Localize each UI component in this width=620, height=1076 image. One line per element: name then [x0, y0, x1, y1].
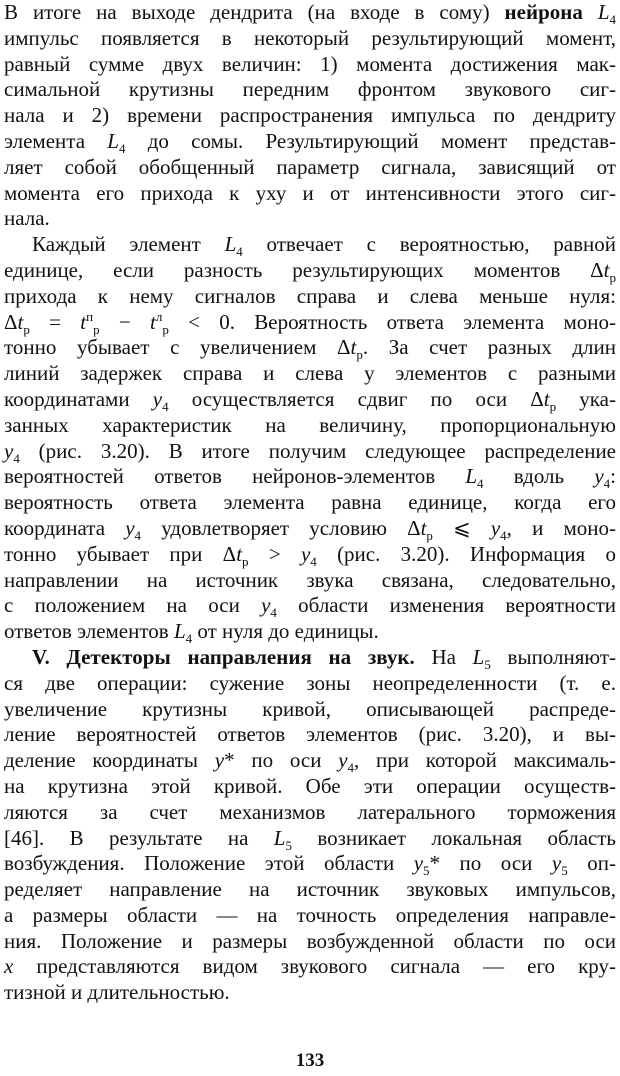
- text-line: импульс появляется в некоторый результирующий момент,: [4, 25, 616, 50]
- text-line: $y_4$ (рис. 3.20). В итоге получим следующее распределение: [4, 438, 616, 466]
- paragraph: [4, 645, 616, 1006]
- text-line: ния. Положение и размеры возбужденной области по оси: [4, 928, 616, 953]
- text-line: ление вероятностей ответов элементов (рис. 3.20), и вы-: [4, 722, 616, 747]
- text-line: V. Детекторы направления на звук. На $L_5$ выполняют-: [32, 644, 616, 673]
- text-line: вероятностей ответов нейронов-элементов $L_4$ вдоль $y_4$:: [4, 464, 616, 492]
- text-line: симальной крутизны передним фронтом звукового сиг-: [4, 77, 616, 102]
- text-line: ся две операции: сужение зоны неопределенности (т. е.: [4, 670, 616, 695]
- text-line: равный сумме двух величин: 1) момента достижения мак-: [4, 51, 616, 76]
- text-line: ответов элементов $L_4$ от нуля до единицы.: [4, 619, 379, 647]
- text-line: тонно убывает с увеличением $\Delta t_p$. За счет разных длин: [4, 335, 616, 363]
- text-line: направлении на источник звука связана, следовательно,: [4, 567, 616, 592]
- text-line: Каждый элемент $L_4$ отвечает с вероятностью, равной: [32, 232, 616, 260]
- text-line: x представляются видом звукового сигнала — его кру-: [4, 954, 616, 979]
- paragraph: [4, 0, 616, 232]
- text-line: вероятность ответа элемента равна единице, когда его: [4, 490, 616, 515]
- text-line: с положением на оси $y_4$ области изменения вероятности: [4, 593, 616, 621]
- text-line: [46]. В результате на $L_5$ возникает локальная область: [4, 825, 616, 853]
- text-line: на крутизна этой кривой. Обе эти операции осуществ-: [4, 773, 616, 798]
- text-line: В итоге на выходе дендрита (на входе в сому) нейрона $L_4$: [4, 0, 616, 28]
- text-line: ределяет направление на источник звуковых импульсов,: [4, 877, 616, 902]
- text-line: деление координаты y* по оси $y_4$, при которой максималь-: [4, 748, 616, 776]
- text-line: координатами $y_4$ осуществляется сдвиг по оси $\Delta t_p$ ука-: [4, 386, 616, 415]
- text-line: нала.: [4, 206, 50, 231]
- text-line: возбуждения. Положение этой области $y_5*$ по оси $y_5$ оп-: [4, 851, 617, 879]
- text-line: увеличение крутизны кривой, описывающей распреде-: [4, 696, 616, 721]
- text-line: нала и 2) времени распространения импульса по дендриту: [4, 103, 616, 128]
- text-line: ляет собой обобщенный параметр сигнала, зависящий от: [4, 154, 616, 179]
- text-line: прихода к нему сигналов справа и слева меньше нуля:: [4, 283, 616, 308]
- page-number: 133: [295, 1050, 325, 1071]
- text-line: $\Delta t_p = t^п_p - t^л_p < 0$. Вероятность ответа элемента моно-: [4, 308, 617, 337]
- text-line: ляются за счет механизмов латерального торможения: [4, 799, 616, 824]
- text-line: элемента $L_4$ до сомы. Результирующий момент представ-: [4, 128, 616, 157]
- text-body: [4, 0, 616, 1006]
- text-line: координата $y_4$ удовлетворяет условию $\Delta t_p$ ⩽ $y_4$, и моно-: [4, 515, 616, 544]
- page-body: [4, 0, 616, 1006]
- text-line: а размеры области — на точность определения направле-: [4, 902, 616, 927]
- paragraph: [4, 232, 616, 645]
- text-line: тонно убывает при $\Delta t_p > y_4$ (рис. 3.20). Информация о: [4, 541, 617, 569]
- text-line: тизной и длительностью.: [4, 980, 230, 1005]
- text-line: единице, если разность результирующих моментов $\Delta t_p$: [4, 257, 616, 286]
- text-line: момента его прихода к уху и от интенсивности этого сиг-: [4, 180, 616, 205]
- text-line: линий задержек справа и слева у элементов с разными: [4, 361, 616, 386]
- text-line: занных характеристик на величину, пропорциональную: [4, 412, 616, 437]
